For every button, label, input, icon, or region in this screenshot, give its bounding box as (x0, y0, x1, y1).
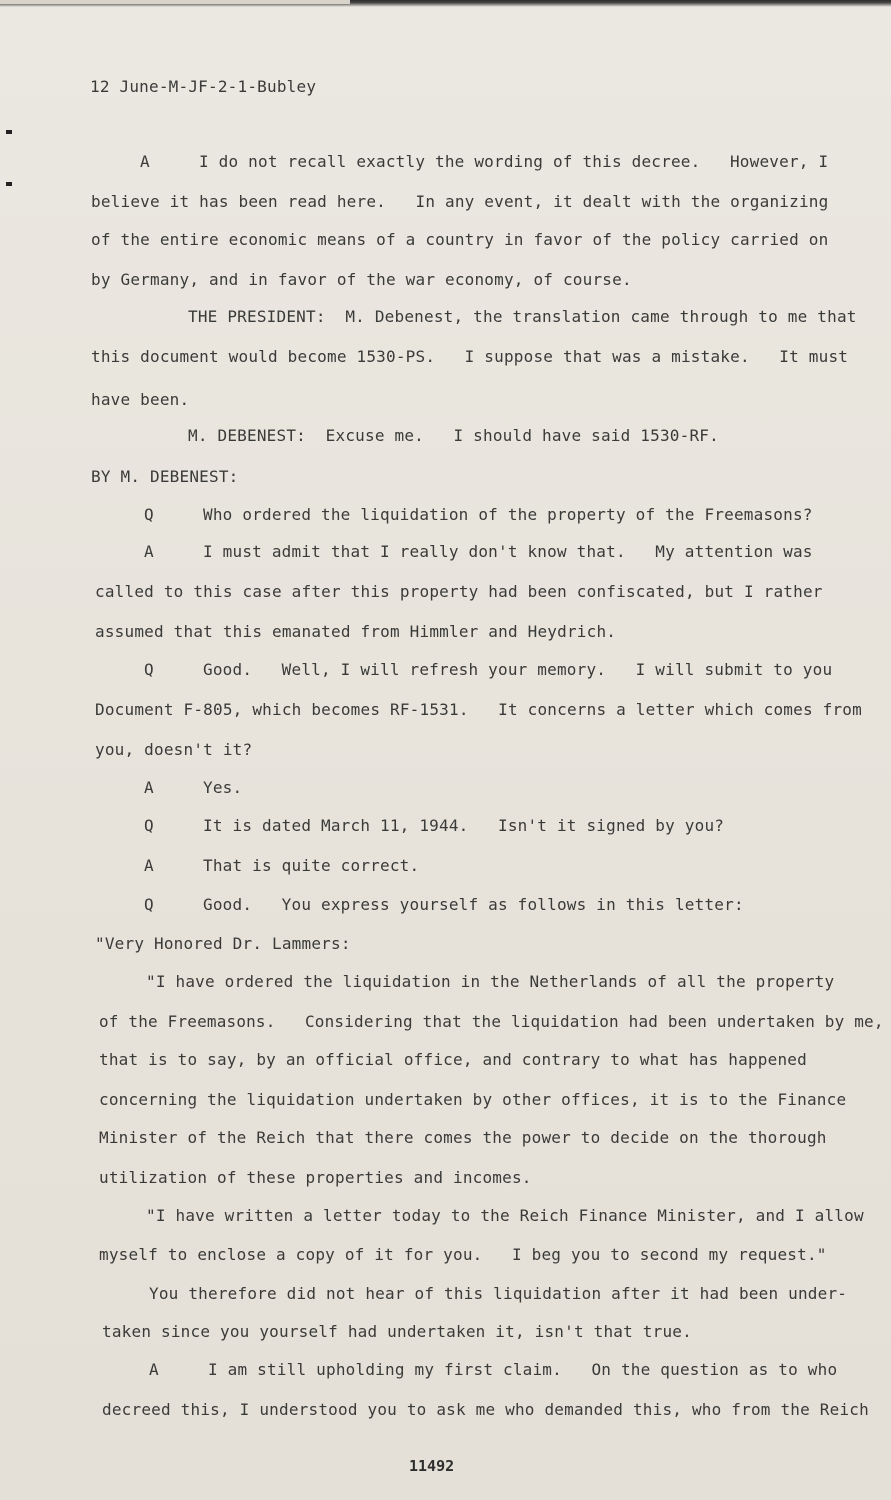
binding-mark (6, 182, 12, 186)
body-line: Q It is dated March 11, 1944. Isn't it signed by you? (144, 816, 725, 835)
body-line: you, doesn't it? (95, 740, 253, 759)
body-line: believe it has been read here. In any event, it dealt with the organizing (91, 192, 829, 211)
page-header-reference: 12 June-M-JF-2-1-Bubley (90, 77, 317, 96)
body-line: A I do not recall exactly the wording of this decree. However, I (140, 152, 829, 171)
body-line: Q Good. Well, I will refresh your memory. I will submit to you (144, 660, 833, 679)
body-line: this document would become 1530-PS. I suppose that was a mistake. It must (91, 347, 849, 366)
body-line: Q Who ordered the liquidation of the property of the Freemasons? (144, 505, 813, 524)
body-line: utilization of these properties and incomes. (99, 1168, 532, 1187)
body-line: "I have written a letter today to the Reich Finance Minister, and I allow (146, 1206, 864, 1225)
body-line: myself to enclose a copy of it for you. I beg you to second my request." (99, 1245, 827, 1264)
body-line: "Very Honored Dr. Lammers: (95, 934, 351, 953)
body-line: A That is quite correct. (144, 856, 420, 875)
body-line: concerning the liquidation undertaken by other offices, it is to the Finance (99, 1090, 847, 1109)
body-line: Document F-805, which becomes RF-1531. It concerns a letter which comes from (95, 700, 862, 719)
body-line: have been. (91, 390, 190, 409)
page-top-edge-gap (0, 0, 350, 4)
binding-mark (6, 130, 12, 134)
body-line: of the entire economic means of a country in favor of the policy carried on (91, 230, 829, 249)
page-number: 11492 (409, 1457, 455, 1475)
body-line: Q Good. You express yourself as follows in this letter: (144, 895, 744, 914)
body-line: "I have ordered the liquidation in the Netherlands of all the property (146, 972, 835, 991)
body-line: A Yes. (144, 778, 243, 797)
body-line: M. DEBENEST: Excuse me. I should have said 1530-RF. (188, 426, 719, 445)
body-line: THE PRESIDENT: M. Debenest, the translation came through to me that (188, 307, 857, 326)
body-line: You therefore did not hear of this liquidation after it had been under- (149, 1284, 848, 1303)
body-line: called to this case after this property had been confiscated, but I rather (95, 582, 823, 601)
body-line: BY M. DEBENEST: (91, 467, 239, 486)
body-line: of the Freemasons. Considering that the liquidation had been undertaken by me, (99, 1012, 884, 1031)
body-line: decreed this, I understood you to ask me who demanded this, who from the Reich (102, 1400, 869, 1419)
body-line: assumed that this emanated from Himmler and Heydrich. (95, 622, 617, 641)
body-line: taken since you yourself had undertaken it, isn't that true. (102, 1322, 692, 1341)
body-line: A I am still upholding my first claim. On the question as to who (149, 1360, 838, 1379)
body-line: A I must admit that I really don't know that. My attention was (144, 542, 813, 561)
body-line: Minister of the Reich that there comes the power to decide on the thorough (99, 1128, 827, 1147)
body-line: that is to say, by an official office, and contrary to what has happened (99, 1050, 807, 1069)
body-line: by Germany, and in favor of the war economy, of course. (91, 270, 632, 289)
